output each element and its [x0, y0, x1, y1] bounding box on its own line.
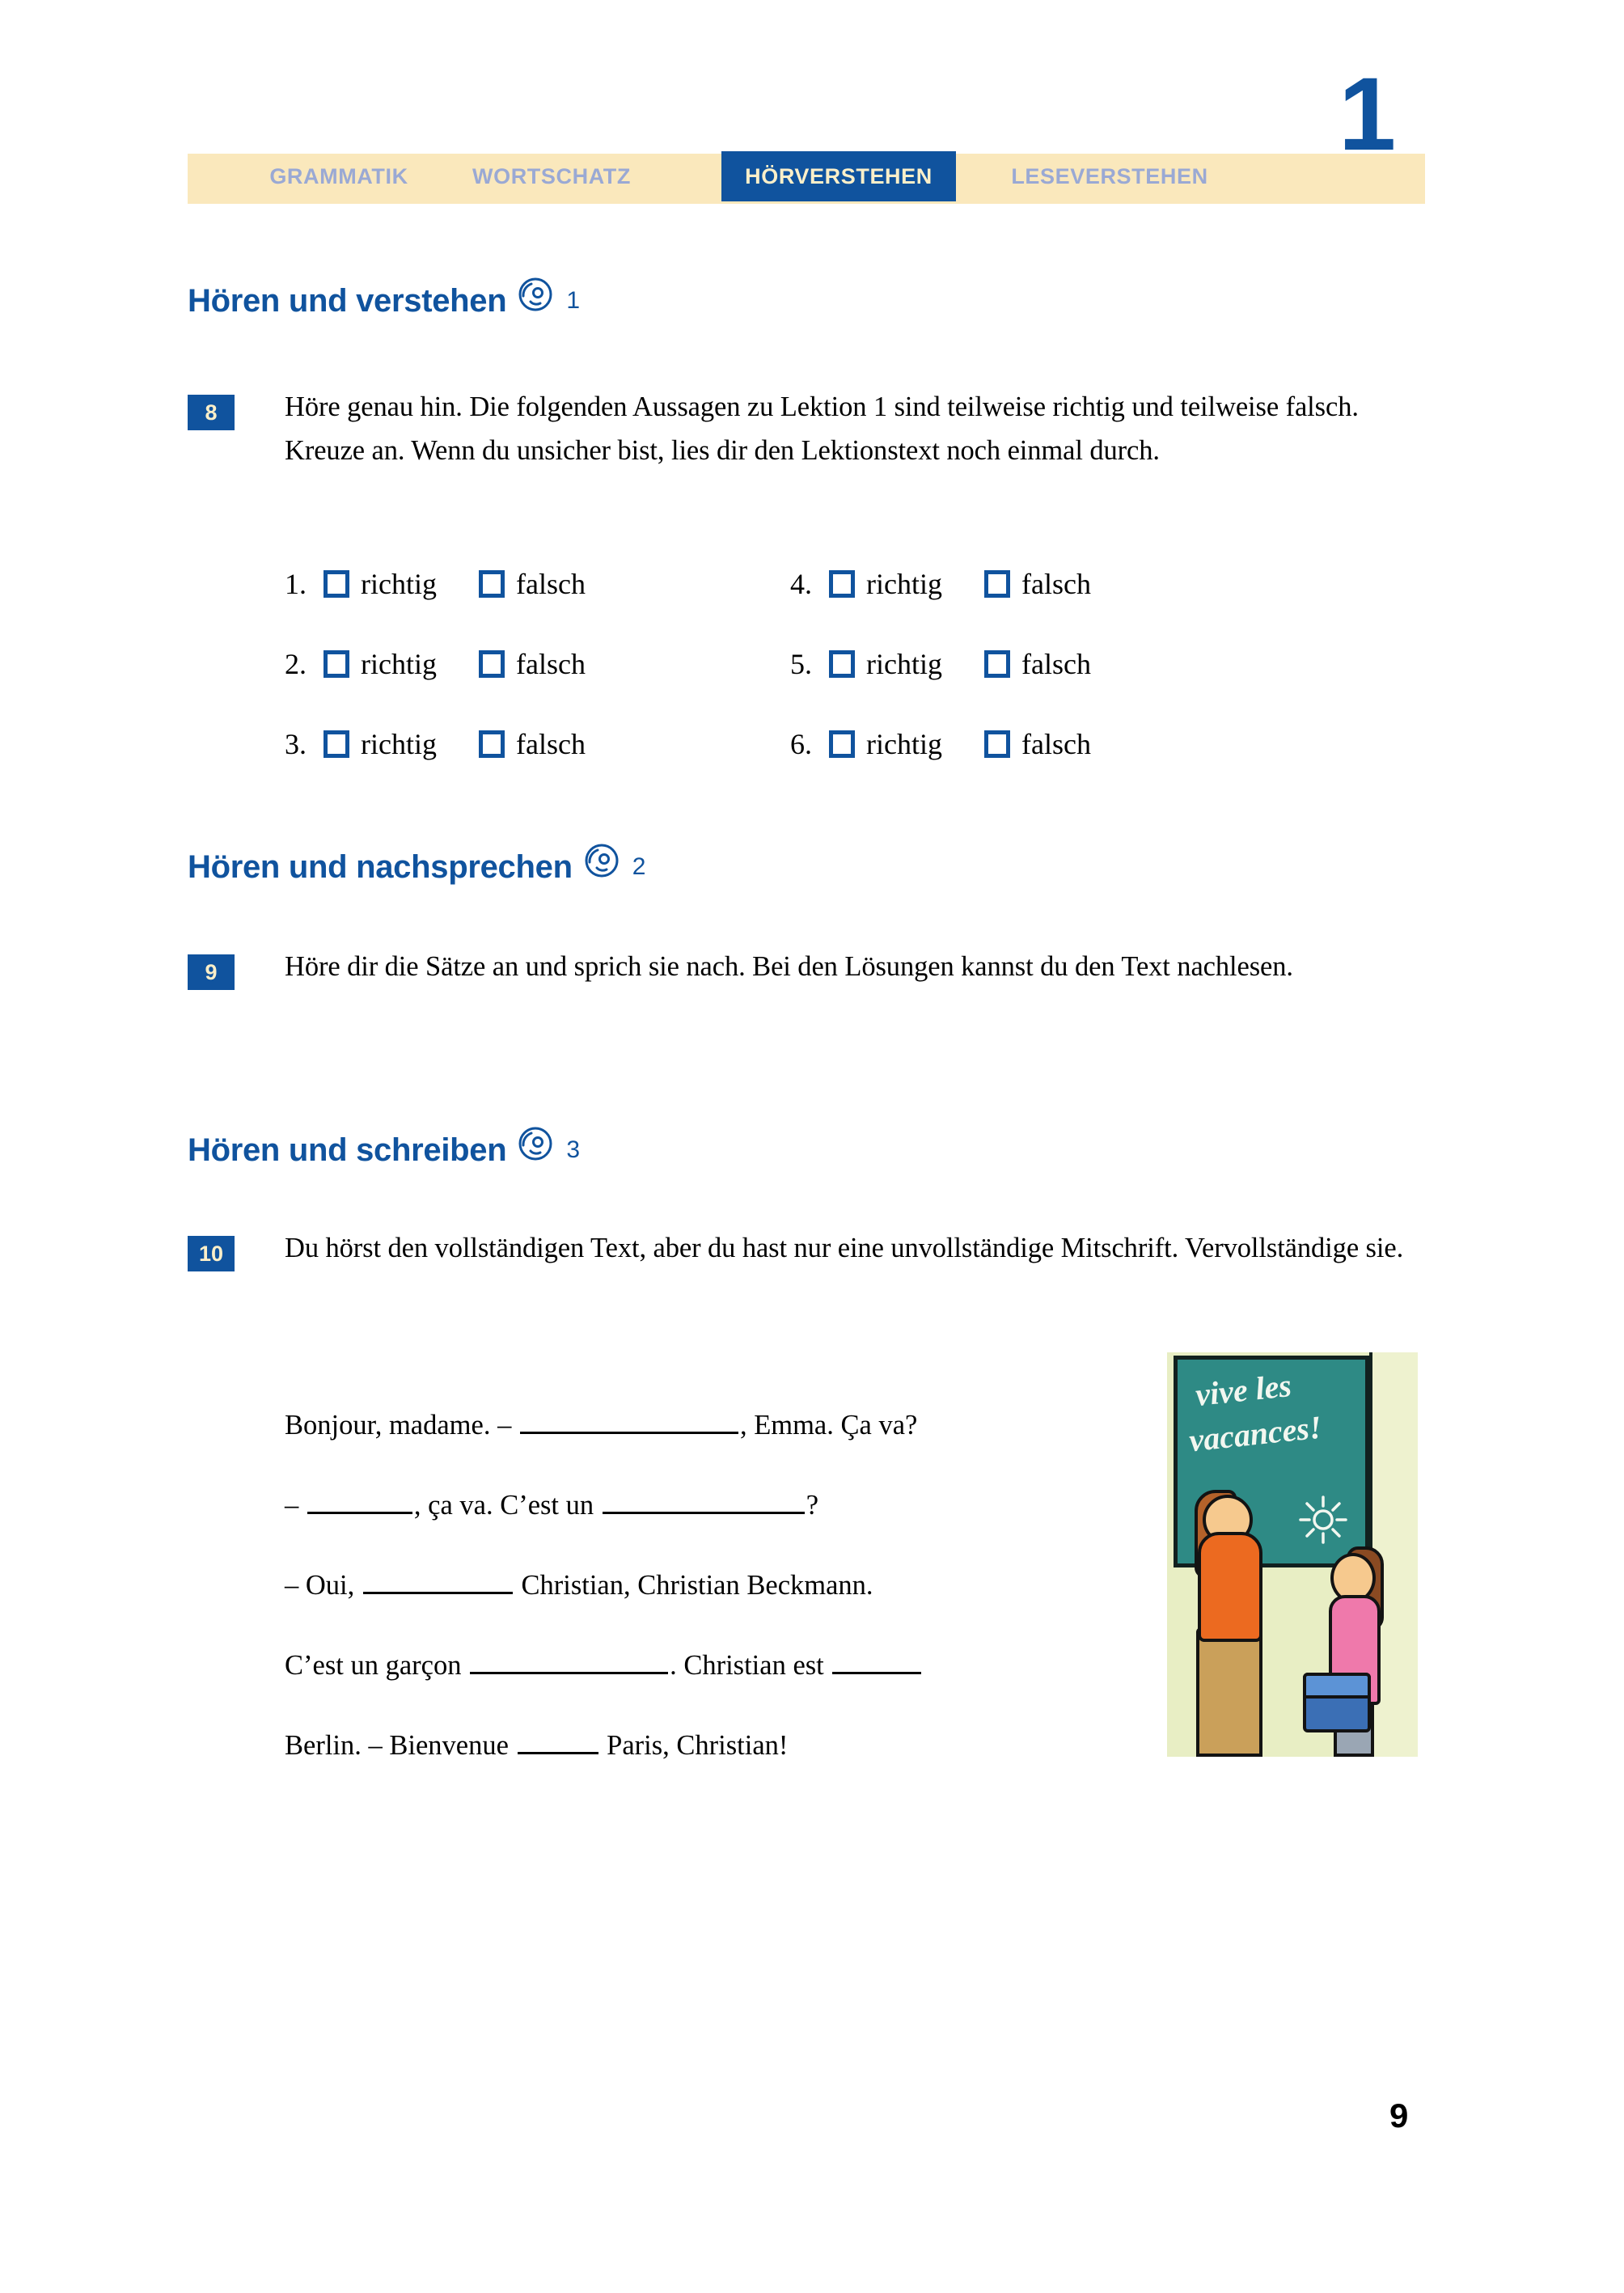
classroom-illustration	[1167, 1352, 1418, 1757]
section-heading-hoeren-und-verstehen	[188, 277, 580, 325]
section-heading-hoeren-und-schreiben	[188, 1126, 580, 1174]
checkbox-item-3	[285, 727, 790, 761]
item-number: 5.	[790, 647, 812, 680]
exercise-10-instruction: Du hörst den vollständigen Text, aber du hast nur eine unvollständige Mitschrift. Vervollständige sie.	[285, 1233, 1404, 1263]
table-row	[285, 544, 1296, 624]
item-number: 1.	[285, 567, 307, 600]
checkbox-label-falsch: falsch	[1021, 567, 1091, 600]
page-number: 9	[1389, 2096, 1409, 2134]
dialogue-line	[285, 1648, 1134, 1728]
checkbox-label-richtig: richtig	[866, 567, 942, 600]
item-number: 3.	[285, 727, 307, 760]
dialogue-text: – Oui,	[285, 1570, 362, 1601]
dialogue-text: , ça va. C’est un	[413, 1490, 601, 1521]
tab-grammatik[interactable]: GRAMMATIK	[269, 164, 408, 188]
section-heading-label: Hören und nachsprechen	[188, 848, 573, 885]
checkbox-label-richtig: richtig	[866, 727, 942, 760]
track-number: 3	[566, 1136, 580, 1163]
dialogue-line	[285, 1407, 1134, 1487]
exercise-9-instruction: Höre dir die Sätze an und sprich sie nach. Bei den Lösungen kannst du den Text nachlesen.	[285, 951, 1293, 982]
checkbox-label-richtig: richtig	[361, 647, 437, 680]
cd-icon	[518, 1126, 553, 1170]
exercise-8-instruction: Höre genau hin. Die folgenden Aussagen zu Lektion 1 sind teilweise richtig und teilweise falsch. Kreuze an. Wenn du unsicher bist, lies dir den Lektionstext noch einmal durch.	[285, 391, 1359, 466]
chalkboard-line-1: vive les	[1193, 1366, 1293, 1414]
checkbox-item-5	[790, 647, 1296, 681]
checkbox-label-falsch: falsch	[1021, 647, 1091, 680]
teacher-body	[1198, 1532, 1262, 1642]
exercise-badge-10: 10	[188, 1236, 235, 1271]
checkbox-2-falsch[interactable]	[479, 650, 505, 678]
checkbox-label-falsch: falsch	[515, 727, 586, 760]
track-number: 1	[566, 287, 580, 314]
answer-blank[interactable]	[307, 1487, 412, 1514]
table-row	[285, 624, 1296, 704]
chapter-number: 1	[1339, 57, 1395, 172]
dialogue-text: Paris, Christian!	[599, 1730, 789, 1761]
table-row	[285, 704, 1296, 784]
checkbox-label-falsch: falsch	[515, 647, 586, 680]
checkbox-6-richtig[interactable]	[829, 730, 855, 758]
section-heading-label: Hören und verstehen	[188, 282, 507, 319]
checkbox-3-richtig[interactable]	[324, 730, 349, 758]
richtig-falsch-grid	[285, 544, 1296, 784]
answer-blank[interactable]	[520, 1407, 738, 1434]
dialogue-text: . Christian est	[670, 1650, 831, 1681]
checkbox-2-richtig[interactable]	[324, 650, 349, 678]
checkbox-4-falsch[interactable]	[984, 570, 1010, 598]
checkbox-label-falsch: falsch	[1021, 727, 1091, 760]
dialogue-text: C’est un garçon	[285, 1650, 469, 1681]
chalkboard-line-2: vacances!	[1187, 1408, 1324, 1459]
dialogue-line	[285, 1487, 1134, 1567]
student-bag-flap	[1303, 1673, 1371, 1699]
teacher-skirt	[1196, 1627, 1262, 1757]
dialogue-text: Christian, Christian Beckmann.	[514, 1570, 873, 1601]
answer-blank[interactable]	[603, 1487, 805, 1514]
dialogue-text: Bonjour, madame. –	[285, 1410, 518, 1441]
checkbox-item-4	[790, 567, 1296, 601]
checkbox-3-falsch[interactable]	[479, 730, 505, 758]
checkbox-label-richtig: richtig	[361, 727, 437, 760]
tab-hoerverstehen[interactable]: HÖRVERSTEHEN	[721, 151, 956, 201]
item-number: 6.	[790, 727, 812, 760]
track-number: 2	[632, 853, 646, 880]
exercise-badge-8: 8	[188, 395, 235, 430]
answer-blank[interactable]	[518, 1728, 598, 1754]
answer-blank[interactable]	[832, 1648, 921, 1674]
checkbox-1-falsch[interactable]	[479, 570, 505, 598]
checkbox-label-richtig: richtig	[361, 567, 437, 600]
checkbox-item-1	[285, 567, 790, 601]
checkbox-label-falsch: falsch	[515, 567, 586, 600]
dialogue-text: , Emma. Ça va?	[739, 1410, 918, 1441]
checkbox-4-richtig[interactable]	[829, 570, 855, 598]
cd-icon	[584, 843, 620, 886]
checkbox-6-falsch[interactable]	[984, 730, 1010, 758]
checkbox-label-richtig: richtig	[866, 647, 942, 680]
checkbox-1-richtig[interactable]	[324, 570, 349, 598]
section-tab-bar	[188, 142, 1425, 216]
section-heading-hoeren-und-nachsprechen	[188, 843, 645, 891]
answer-blank[interactable]	[470, 1648, 668, 1674]
dialogue-line	[285, 1567, 1134, 1648]
tab-leseverstehen[interactable]: LESEVERSTEHEN	[1011, 164, 1208, 188]
dialogue-text: –	[285, 1490, 306, 1521]
tab-wortschatz[interactable]: WORTSCHATZ	[472, 164, 631, 188]
item-number: 2.	[285, 647, 307, 680]
answer-blank[interactable]	[363, 1567, 513, 1594]
dialogue-line	[285, 1728, 1134, 1808]
cd-icon	[518, 277, 553, 320]
checkbox-item-6	[790, 727, 1296, 761]
checkbox-5-richtig[interactable]	[829, 650, 855, 678]
checkbox-item-2	[285, 647, 790, 681]
dialogue-fill-in-blanks	[285, 1407, 1134, 1808]
exercise-badge-9: 9	[188, 954, 235, 990]
section-heading-label: Hören und schreiben	[188, 1132, 507, 1168]
item-number: 4.	[790, 567, 812, 600]
dialogue-text: Berlin. – Bienvenue	[285, 1730, 516, 1761]
dialogue-text: ?	[806, 1490, 819, 1521]
sun-icon	[1299, 1496, 1347, 1544]
checkbox-5-falsch[interactable]	[984, 650, 1010, 678]
